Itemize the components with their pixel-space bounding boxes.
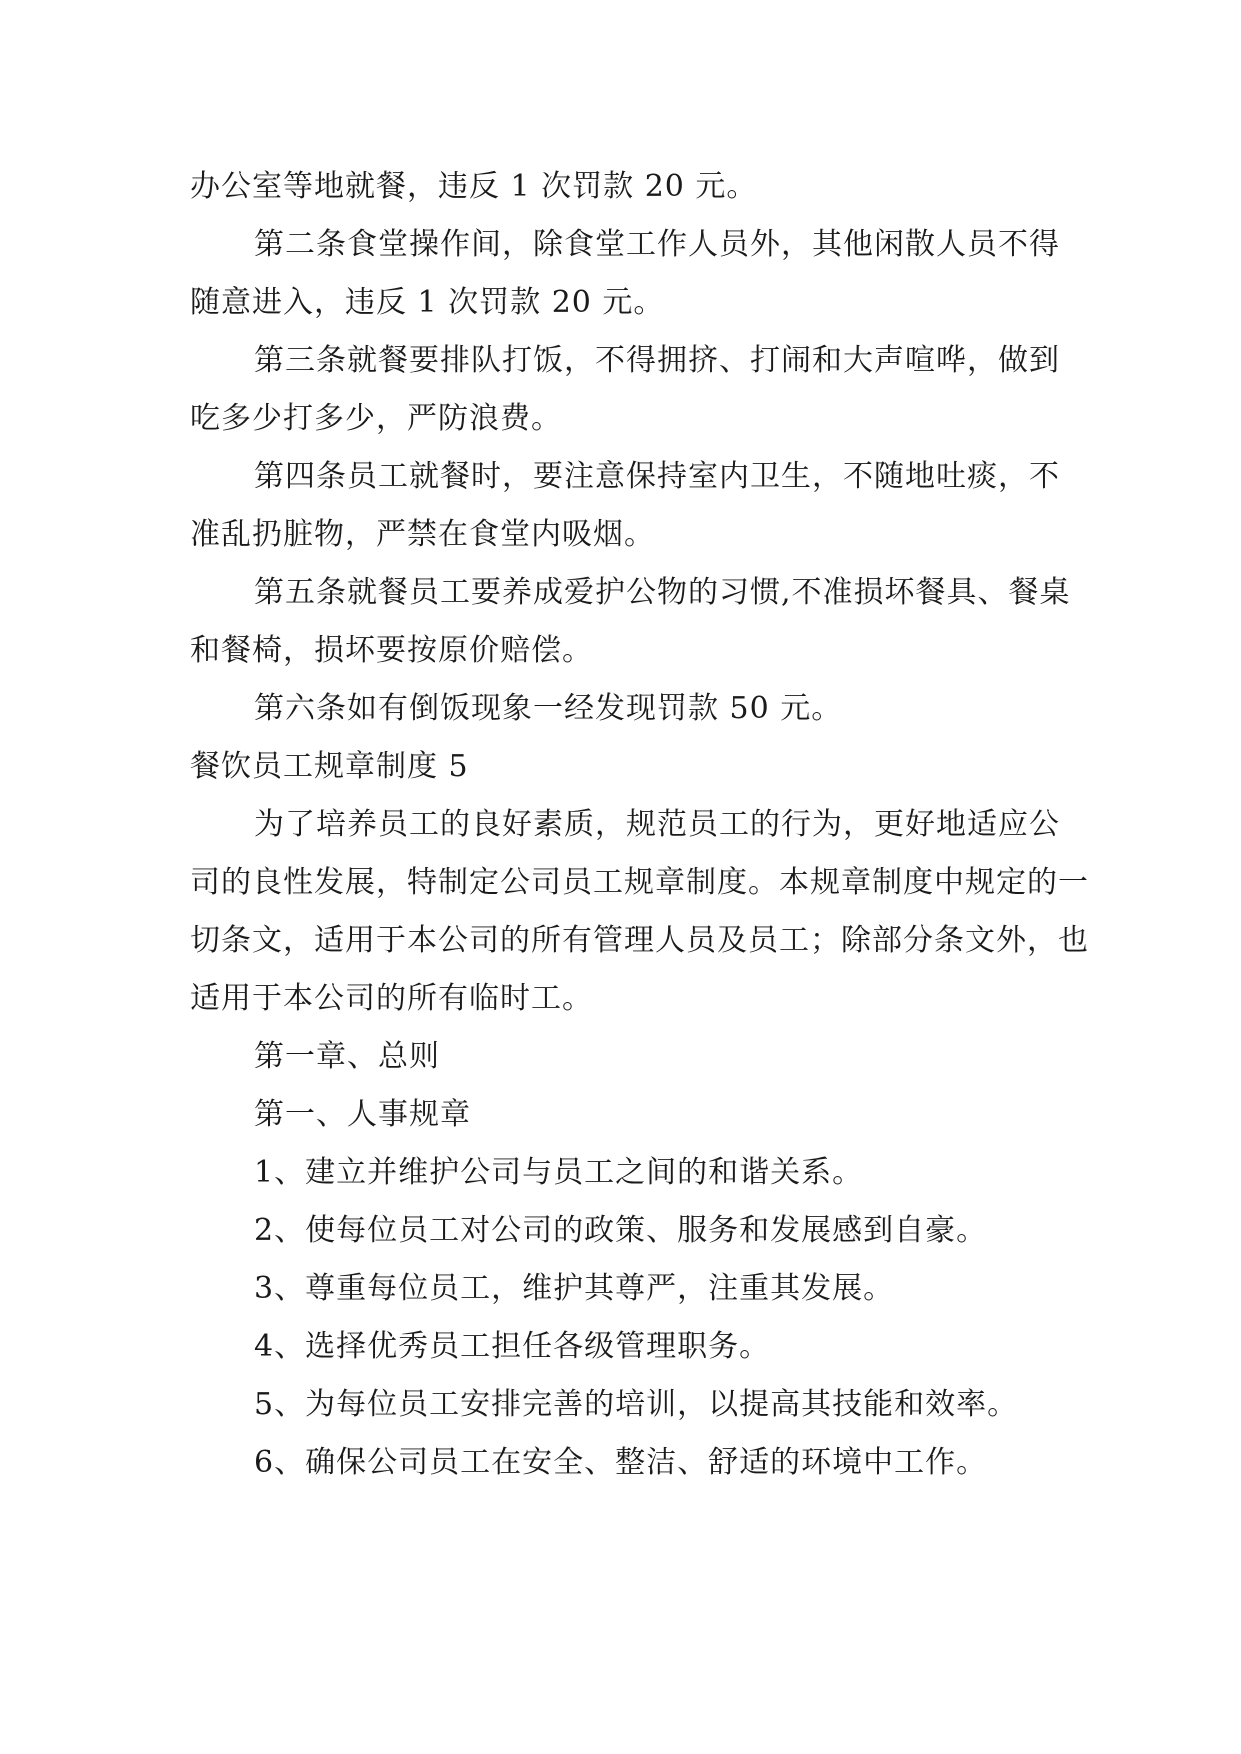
list-item: 3、尊重每位员工，维护其尊严，注重其发展。 — [254, 1271, 895, 1306]
list-item: 4、选择优秀员工担任各级管理职务。 — [254, 1329, 771, 1364]
section-title: 餐饮员工规章制度 5 — [190, 749, 469, 784]
paragraph-article-6: 第六条如有倒饭现象一经发现罚款 50 元。 — [254, 691, 843, 726]
document-body — [190, 158, 1090, 1492]
subsection-heading: 第一、人事规章 — [254, 1097, 471, 1132]
paragraph-article-5: 第五条就餐员工要养成爱护公物的习惯,不准损坏餐具、餐桌和餐椅，损坏要按原价赔偿。 — [190, 575, 1071, 668]
paragraph-article-4: 第四条员工就餐时，要注意保持室内卫生，不随地吐痰，不准乱扔脏物，严禁在食堂内吸烟。 — [190, 459, 1060, 552]
list-item: 6、确保公司员工在安全、整洁、舒适的环境中工作。 — [254, 1445, 988, 1480]
list-item: 5、为每位员工安排完善的培训，以提高其技能和效率。 — [254, 1387, 1019, 1422]
paragraph-article-2: 第二条食堂操作间，除食堂工作人员外，其他闲散人员不得随意进入，违反 1 次罚款 20 元。 — [190, 227, 1060, 320]
paragraph-intro: 为了培养员工的良好素质，规范员工的行为，更好地适应公司的良性发展，特制定公司员工规章制度。本规章制度中规定的一切条文，适用于本公司的所有管理人员及员工；除部分条文外，也适用于本公司的所有临时工。 — [190, 807, 1089, 1016]
paragraph-article-3: 第三条就餐要排队打饭，不得拥挤、打闹和大声喧哗，做到吃多少打多少，严防浪费。 — [190, 343, 1060, 436]
list-item: 1、建立并维护公司与员工之间的和谐关系。 — [254, 1155, 864, 1190]
chapter-heading: 第一章、总则 — [254, 1039, 440, 1074]
list-item: 2、使每位员工对公司的政策、服务和发展感到自豪。 — [254, 1213, 988, 1248]
paragraph-continuation: 办公室等地就餐，违反 1 次罚款 20 元。 — [190, 169, 758, 204]
